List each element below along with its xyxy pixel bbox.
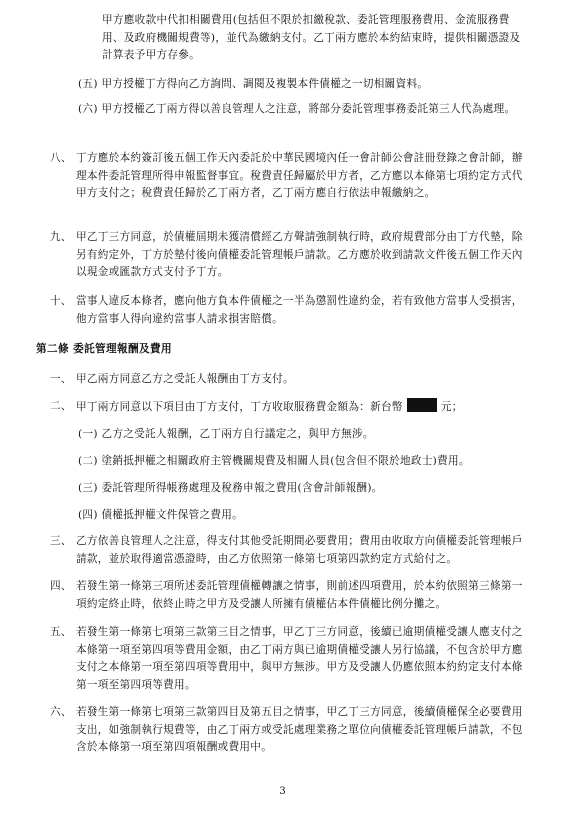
- article1-item-9: [50, 229, 524, 282]
- sub-item-6: [78, 101, 524, 119]
- sub-item-label: (六): [78, 103, 98, 115]
- sub-item-label: (二): [78, 455, 98, 467]
- item-number: 九、: [50, 231, 72, 243]
- item-text: 若發生第一條第七項第三款第四目及第五目之情事，甲乙丁三方同意，後續債權保全必要費用支出，如強制執行規費等，由乙丁兩方或受託處理業務之單位向債權委託管理帳戶請款，不包含於本條第一項至第四項報酬或費用中。: [76, 706, 523, 754]
- item-text: 丁方應於本約簽訂後五個工作天內委託於中華民國境內任一會計師公會註冊登錄之會計師，辦理本件委託管理所得申報監督事宜。稅費責任歸屬於甲方者，乙方應以本條第七項約定方式代甲方支付之；稅費責任歸於乙丁兩方者，乙丁兩方應自行依法申報繳納之。: [76, 152, 523, 200]
- item-text: 甲乙丁三方同意，於債權屆期未獲清償經乙方聲請強制執行時，政府規費部分由丁方代墊，除另有約定外，丁方於墊付後向債權委託管理帳戶請款。乙方應於收到請款文件後五個工作天內以現金或匯款方式支付予丁方。: [76, 231, 523, 279]
- sub-item-text: 委託管理所得帳務處理及稅務申報之費用(含會計師報酬)。: [101, 482, 383, 494]
- sub-item-text: 甲方授權乙丁兩方得以善良管理人之注意，將部分委託管理事務委託第三人代為處理。: [101, 103, 516, 115]
- item-text: [76, 398, 524, 417]
- redacted-amount: [407, 398, 437, 412]
- fee-text-after: 元；: [440, 401, 463, 413]
- item-number: 五、: [50, 626, 72, 638]
- item-number: 二、: [50, 400, 72, 412]
- fee-sub-item-1: [78, 426, 524, 444]
- sub-item-label: (一): [78, 428, 98, 440]
- sub-item-text: 債權抵押權文件保管之費用。: [101, 509, 244, 521]
- article2-item-3: [50, 533, 524, 568]
- sub-item-label: (三): [78, 482, 98, 494]
- fee-sub-item-3: [78, 480, 524, 498]
- sub-item-5: [78, 76, 524, 94]
- item-text: 若發生第一條第七項第三款第三目之情事，甲乙丁三方同意，後續已逾期債權受讓人應支付之本條第一項至第四項等費用金額，由乙丁兩方與已逾期債權受讓人另行協議，不包含於甲方應支付之本條第一項至第四項等費用中，與甲方無涉。甲方及受讓人仍應依照本約約定支付本條第一項至第四項等費用。: [76, 626, 523, 691]
- article2-heading: 第二條 委託管理報酬及費用: [36, 343, 173, 355]
- item-number: 十、: [50, 295, 72, 307]
- article2-item-6: [50, 704, 524, 757]
- fee-sub-item-2: [78, 453, 524, 471]
- fee-sub-item-4: [78, 507, 524, 525]
- sub-item-text: 塗銷抵押權之相關政府主管機關規費及相關人員(包含但不限於地政士)費用。: [101, 455, 470, 467]
- item-number: 六、: [50, 706, 72, 718]
- item-number: 三、: [50, 535, 72, 547]
- item-number: 四、: [50, 580, 72, 592]
- page-number: 3: [279, 786, 286, 797]
- article1-item-10: [50, 293, 524, 328]
- sub-item-label: (四): [78, 509, 98, 521]
- article1-item-8: [50, 150, 524, 203]
- article2-item-2: [50, 398, 524, 417]
- continuation-paragraph: 甲方應收款中代扣相關費用(包括但不限於扣繳稅款、委託管理服務費用、金流服務費用、及政府機關規費等)，並代為繳納支付。乙丁兩方應於本約結束時，提供相關憑證及計算表予甲方存參。: [102, 14, 521, 62]
- item-text: 當事人違反本條者，應向他方負本件債權之一半為懲罰性違約金，若有致他方當事人受損害，他方當事人得向違約當事人請求損害賠償。: [76, 295, 523, 325]
- item-text: 乙方依善良管理人之注意，得支付其他受託期間必要費用；費用由收取方向債權委託管理帳戶請款，並於取得適當憑證時，由乙方依照第一條第七項第四款約定方式給付之。: [76, 535, 523, 565]
- item-text: 若發生第一條第三項所述委託管理債權轉讓之情事，則前述四項費用，於本約依照第三條第一項約定終止時，依終止時之甲方及受讓人所擁有債權佔本件債權比例分攤之。: [76, 580, 523, 610]
- fee-text-before: 甲丁兩方同意以下項目由丁方支付，丁方收取服務費金額為：新台幣: [76, 401, 403, 413]
- article2-item-5: [50, 624, 524, 694]
- article2-item-1: [50, 371, 524, 389]
- item-text: 甲乙兩方同意乙方之受託人報酬由丁方支付。: [76, 373, 294, 385]
- item-number: 八、: [50, 152, 72, 164]
- item-number: 一、: [50, 373, 72, 385]
- article2-item-4: [50, 578, 524, 613]
- sub-item-label: (五): [78, 78, 98, 90]
- sub-item-text: 乙方之受託人報酬，乙丁兩方自行議定之，與甲方無涉。: [101, 428, 374, 440]
- sub-item-text: 甲方授權丁方得向乙方詢問、調閱及複製本件債權之一切相關資料。: [101, 78, 429, 90]
